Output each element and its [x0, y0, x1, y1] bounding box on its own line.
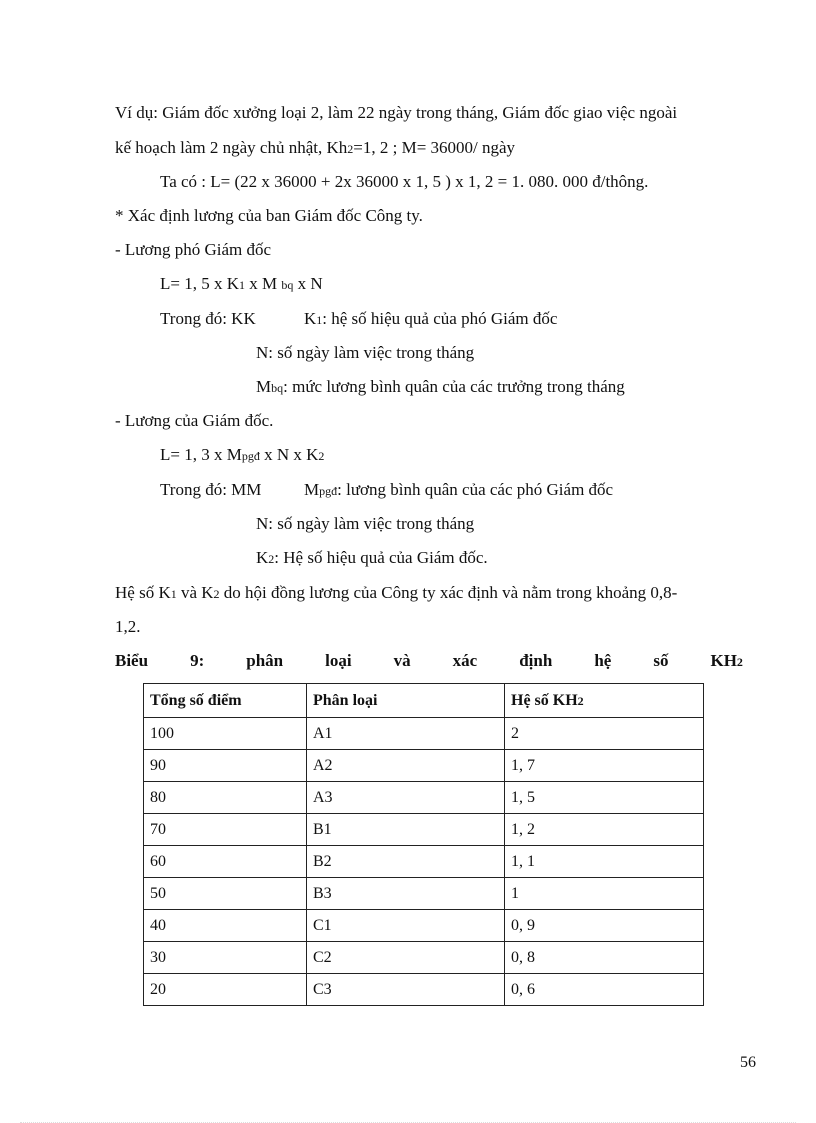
header-coefficient — [505, 684, 704, 718]
table-row — [144, 846, 704, 878]
example-sub: 2 — [347, 142, 354, 156]
coef-a: Hệ số K — [115, 583, 171, 602]
cell-score: 60 — [144, 846, 307, 878]
table-row — [144, 782, 704, 814]
vp-n-line — [256, 343, 474, 363]
dir-where-m-symbol: M — [304, 480, 320, 499]
vp-m-desc: : mức lương bình quân của các trưởng trong tháng — [283, 377, 625, 396]
table-row — [144, 878, 704, 910]
cell-score: 50 — [144, 878, 307, 910]
dir-n-line — [256, 514, 474, 534]
dir-k-symbol: K — [256, 548, 269, 567]
vp-formula-c: x N — [293, 274, 323, 293]
cell-class: A3 — [307, 782, 505, 814]
cell-score: 80 — [144, 782, 307, 814]
dir-title-text: - Lương của Giám đốc. — [115, 411, 274, 430]
vp-formula-b: x M — [245, 274, 282, 293]
heading-bgd — [115, 206, 423, 226]
cell-class: C1 — [307, 910, 505, 942]
caption-word: định — [519, 651, 553, 670]
example-text-2b: =1, 2 ; M= 36000/ ngày — [353, 138, 516, 157]
cell-coef: 2 — [505, 718, 704, 750]
header-coefficient-sub: 2 — [577, 693, 584, 708]
table-row — [144, 974, 704, 1006]
cell-score: 70 — [144, 814, 307, 846]
header-classification: Phân loại — [307, 684, 505, 718]
vp-where-k-sub: 1 — [316, 313, 323, 327]
caption-word: và — [393, 651, 411, 670]
table-row — [144, 910, 704, 942]
coef-line-2 — [115, 617, 141, 637]
vp-formula-sub2: bq — [281, 278, 294, 292]
vp-where-label: Trong đó: KK — [160, 309, 256, 328]
vp-formula-a: L= 1, 5 x K — [160, 274, 239, 293]
cell-class: B2 — [307, 846, 505, 878]
coef-line-1 — [115, 583, 677, 604]
table-row — [144, 750, 704, 782]
calc-line — [160, 172, 648, 192]
coef-line-2-text: 1,2. — [115, 617, 141, 636]
dir-k-line — [256, 548, 488, 569]
header-total-score: Tổng số điểm — [144, 684, 307, 718]
cell-class: A2 — [307, 750, 505, 782]
coef-b: và K — [176, 583, 214, 602]
vp-where — [160, 309, 256, 329]
dir-formula-b: x N x K — [259, 445, 319, 464]
dir-where-m-sub: pgđ — [319, 484, 338, 498]
vp-formula-sub1: 1 — [239, 278, 245, 292]
caption-word: 9: — [190, 651, 205, 670]
cell-coef: 0, 6 — [505, 974, 704, 1006]
cell-coef: 1, 5 — [505, 782, 704, 814]
example-text-2a: kế hoạch làm 2 ngày chủ nhật, Kh — [115, 138, 348, 157]
cell-score: 30 — [144, 942, 307, 974]
dir-k-desc: : Hệ số hiệu quả của Giám đốc. — [274, 548, 488, 567]
cell-coef: 0, 8 — [505, 942, 704, 974]
dir-where-m — [304, 480, 613, 501]
example-line-2 — [115, 138, 515, 159]
table-row — [144, 814, 704, 846]
coef-sub1: 1 — [170, 587, 177, 601]
coef-c: do hội đồng lương của Công ty xác định và nằm trong khoảng 0,8- — [219, 583, 678, 602]
vp-where-k — [304, 309, 557, 330]
table-header-row — [144, 684, 704, 718]
cell-coef: 1, 7 — [505, 750, 704, 782]
cell-coef: 1 — [505, 878, 704, 910]
caption-word: xác — [452, 651, 478, 670]
caption-word: phân — [246, 651, 284, 670]
vp-m-line — [256, 377, 625, 398]
vp-where-k-desc: : hệ số hiệu quả của phó Giám đốc — [322, 309, 558, 328]
cell-score: 100 — [144, 718, 307, 750]
dir-where-label: Trong đó: MM — [160, 480, 262, 499]
caption-word: số — [653, 651, 669, 670]
cell-class: A1 — [307, 718, 505, 750]
cell-coef: 1, 2 — [505, 814, 704, 846]
table-row — [144, 942, 704, 974]
vp-title-text: - Lương phó Giám đốc — [115, 240, 272, 259]
calc-text: Ta có : L= (22 x 36000 + 2x 36000 x 1, 5 ) x 1, 2 = 1. 080. 000 đ/thông. — [160, 172, 649, 191]
dir-formula-sub2: 2 — [318, 449, 325, 463]
kh2-table — [143, 683, 704, 1006]
heading-bgd-text: * Xác định lương của ban Giám đốc Công ty. — [115, 206, 423, 225]
caption-word: hệ — [594, 651, 612, 670]
page-number: 56 — [740, 1054, 756, 1071]
caption-kh — [710, 651, 742, 672]
vp-where-k-symbol: K — [304, 309, 317, 328]
vp-formula — [160, 274, 323, 295]
dir-where-m-desc: : lương bình quân của các phó Giám đốc — [337, 480, 614, 499]
vp-m-symbol: M — [256, 377, 272, 396]
cell-score: 40 — [144, 910, 307, 942]
dir-k-sub: 2 — [268, 552, 275, 566]
cell-class: B3 — [307, 878, 505, 910]
cell-class: C3 — [307, 974, 505, 1006]
cell-class: B1 — [307, 814, 505, 846]
cell-class: C2 — [307, 942, 505, 974]
caption-kh-sub: 2 — [736, 655, 743, 669]
example-text-1: Ví dụ: Giám đốc xưởng loại 2, làm 22 ngày trong tháng, Giám đốc giao việc ngoài — [115, 103, 678, 122]
table-caption — [115, 651, 743, 672]
dir-formula-a: L= 1, 3 x M — [160, 445, 242, 464]
coef-sub2: 2 — [213, 587, 220, 601]
dir-formula-sub1: pgđ — [241, 449, 260, 463]
table-row — [144, 718, 704, 750]
dir-formula — [160, 445, 324, 466]
dir-where — [160, 480, 261, 500]
cell-coef: 1, 1 — [505, 846, 704, 878]
dir-title — [115, 411, 273, 431]
caption-word: loại — [325, 651, 352, 670]
vp-title — [115, 240, 271, 260]
caption-word: Biểu — [115, 651, 149, 670]
cell-score: 20 — [144, 974, 307, 1006]
header-coefficient-text: Hệ số KH — [511, 691, 578, 709]
cell-score: 90 — [144, 750, 307, 782]
caption-kh-text: KH — [710, 651, 737, 670]
vp-n-text: N: số ngày làm việc trong tháng — [256, 343, 475, 362]
dir-n-text: N: số ngày làm việc trong tháng — [256, 514, 475, 533]
cell-coef: 0, 9 — [505, 910, 704, 942]
example-line-1 — [115, 103, 677, 123]
vp-m-sub: bq — [271, 381, 284, 395]
